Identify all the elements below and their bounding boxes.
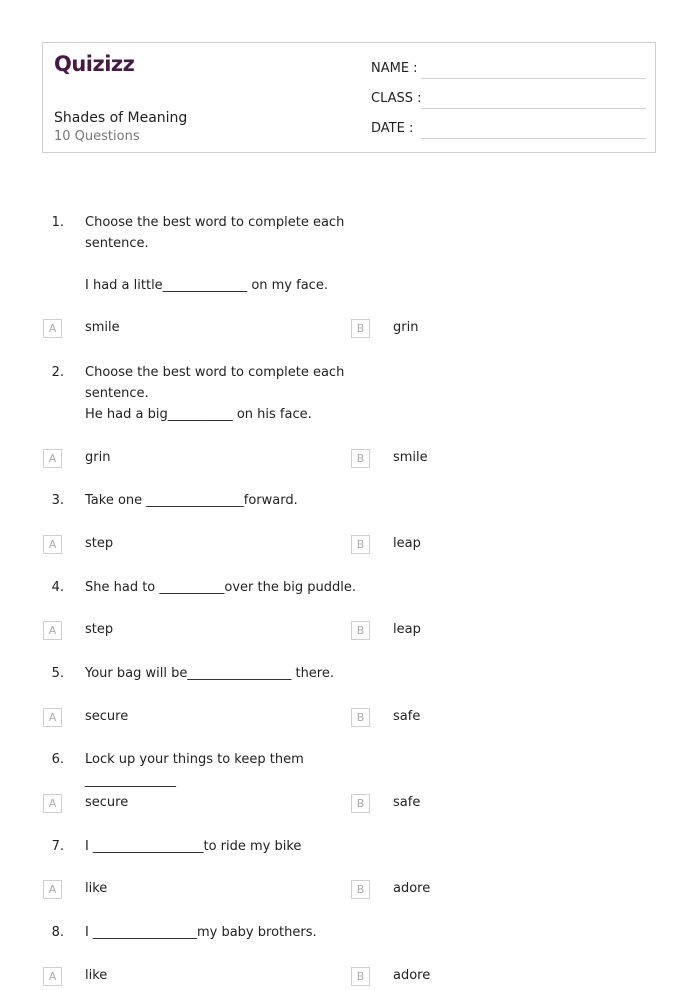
question-number: 6. xyxy=(51,752,64,767)
option-a-text[interactable]: like xyxy=(85,968,108,983)
option-a-text[interactable]: step xyxy=(85,622,114,637)
question-text xyxy=(85,749,375,791)
option-a-badge: A xyxy=(43,794,62,813)
name-field[interactable] xyxy=(421,78,646,79)
question-line: Lock up your things to keep them ______________ xyxy=(85,752,304,788)
option-b-text[interactable]: safe xyxy=(393,795,421,810)
class-label: CLASS : xyxy=(371,91,422,106)
question-line: Choose the best word to complete each xyxy=(85,365,345,380)
option-a-text[interactable]: secure xyxy=(85,709,129,724)
question-line: sentence. xyxy=(85,386,149,401)
option-a-badge: A xyxy=(43,967,62,986)
question-number: 2. xyxy=(51,365,64,380)
question-line: Choose the best word to complete each xyxy=(85,215,345,230)
option-b-text[interactable]: adore xyxy=(393,881,431,896)
option-b-badge: B xyxy=(351,967,370,986)
option-b-badge: B xyxy=(351,708,370,727)
name-label: NAME : xyxy=(371,61,418,76)
question-line: sentence. xyxy=(85,236,149,251)
option-b-text[interactable]: smile xyxy=(393,450,428,465)
question-text xyxy=(85,836,375,857)
option-a-text[interactable]: like xyxy=(85,881,108,896)
question-text xyxy=(85,922,375,943)
option-b-text[interactable]: safe xyxy=(393,709,421,724)
question-text xyxy=(85,490,375,511)
option-a-badge: A xyxy=(43,319,62,338)
question-text xyxy=(85,577,375,598)
question-number: 3. xyxy=(51,493,64,508)
option-a-badge: A xyxy=(43,708,62,727)
class-field[interactable] xyxy=(421,108,646,109)
option-a-text[interactable]: grin xyxy=(85,450,111,465)
question-number: 5. xyxy=(51,666,64,681)
question-text xyxy=(85,362,375,425)
option-b-text[interactable]: leap xyxy=(393,536,421,551)
worksheet-header xyxy=(42,42,656,153)
question-number: 8. xyxy=(51,925,64,940)
question-line: He had a big__________ on his face. xyxy=(85,407,312,422)
date-field[interactable] xyxy=(421,138,646,139)
option-b-badge: B xyxy=(351,621,370,640)
option-b-text[interactable]: leap xyxy=(393,622,421,637)
question-number: 1. xyxy=(51,215,64,230)
question-number: 7. xyxy=(51,839,64,854)
question-line: I _________________to ride my bike xyxy=(85,839,302,854)
quizizz-logo: Quizizz xyxy=(54,52,135,76)
option-a-badge: A xyxy=(43,880,62,899)
question-line xyxy=(85,254,375,275)
worksheet-title: Shades of Meaning xyxy=(54,110,188,126)
option-b-badge: B xyxy=(351,319,370,338)
option-a-badge: A xyxy=(43,535,62,554)
option-a-badge: A xyxy=(43,449,62,468)
option-b-badge: B xyxy=(351,794,370,813)
question-line: Your bag will be________________ there. xyxy=(85,666,334,681)
question-line: I had a little_____________ on my face. xyxy=(85,278,328,293)
question-line: Take one _______________forward. xyxy=(85,493,298,508)
question-text xyxy=(85,663,375,684)
question-number: 4. xyxy=(51,580,64,595)
option-b-text[interactable]: grin xyxy=(393,320,419,335)
option-b-badge: B xyxy=(351,535,370,554)
option-a-text[interactable]: secure xyxy=(85,795,129,810)
question-count: 10 Questions xyxy=(54,129,140,144)
option-a-text[interactable]: step xyxy=(85,536,114,551)
option-a-text[interactable]: smile xyxy=(85,320,120,335)
option-b-badge: B xyxy=(351,449,370,468)
date-label: DATE : xyxy=(371,121,414,136)
question-line: I ________________my baby brothers. xyxy=(85,925,317,940)
question-text xyxy=(85,212,375,296)
option-a-badge: A xyxy=(43,621,62,640)
option-b-text[interactable]: adore xyxy=(393,968,431,983)
question-line: She had to __________over the big puddle. xyxy=(85,580,356,595)
option-b-badge: B xyxy=(351,880,370,899)
